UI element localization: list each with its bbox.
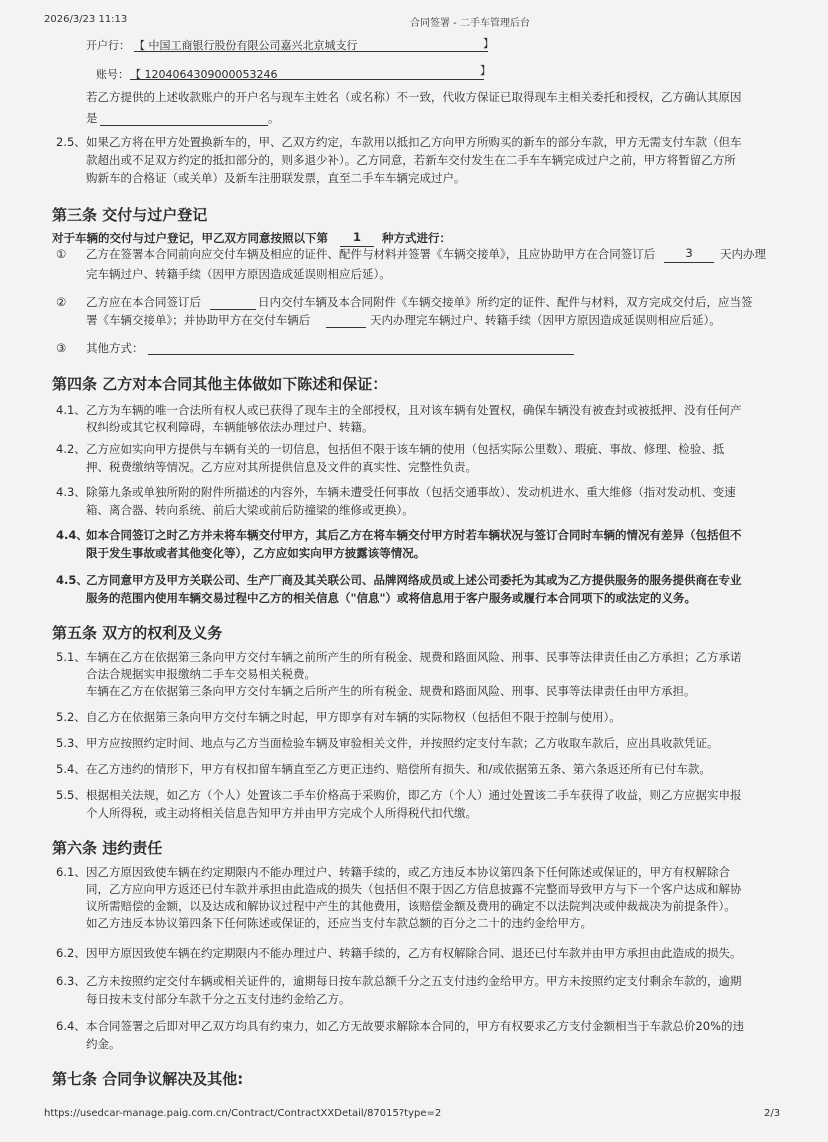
option-2-days-underline (210, 309, 256, 310)
account-number-close-bracket: 】 (480, 64, 491, 77)
print-datetime: 2026/3/23 11:13 (44, 14, 128, 25)
clause-line: 权纠纷或其它权利障碍，车辆能够依法办理过户、转籍。 (86, 420, 374, 434)
clause-line: 服务的范围内使用车辆交易过程中乙方的相关信息（"信息"）或将信息用于客户服务或履行本合同项下的或法定的义务。 (86, 591, 696, 605)
article-6-heading: 第六条 违约责任 (52, 839, 163, 857)
clause-number: 6.1、 (56, 865, 86, 879)
clause-line: 个人所得税，或主动将相关信息告知甲方并由甲方完成个人所得税代扣代缴。 (86, 806, 477, 820)
clause-number: 6.2、 (56, 946, 86, 960)
account-number-underline (130, 79, 484, 80)
clause-line: 乙方同意甲方及甲方关联公司、生产厂商及其关联公司、品牌网络成员或上述公司委托为其或为乙方提供服务的服务提供商在专业 (86, 573, 742, 587)
article-4-heading: 第四条 乙方对本合同其他主体做如下陈述和保证： (52, 375, 388, 393)
clause-line: 每日按未支付部分车款千分之五支付违约金给乙方。 (86, 992, 351, 1006)
article-7-heading: 第七条 合同争议解决及其他: (52, 1070, 244, 1088)
article-3-heading: 第三条 交付与过户登记 (52, 206, 208, 224)
mismatch-note-suffix: 。 (268, 111, 280, 125)
option-1-days: 3 (685, 246, 693, 260)
clause-line: 乙方应如实向甲方提供与车辆有关的一切信息，包括但不限于该车辆的使用（包括实际公里数）、瑕疵、事故、修理、检验、抵 (86, 442, 725, 456)
clause-number: 5.5、 (56, 788, 86, 802)
clause-2-5-line: 款超出或不足双方约定的抵扣部分的，则多退少补）。乙方同意，若新车交付发生在二手车车辆完成过户之前，甲方将暂留乙方所 (86, 153, 736, 167)
clause-line: 在乙方违约的情形下，甲方有权扣留车辆直至乙方更正违约、赔偿所有损失、和/或依据第五条、第六条返还所有已付车款。 (86, 762, 711, 776)
clause-line: 车辆在乙方在依据第三条向甲方交付车辆之前所产生的所有税金、规费和路面风险、刑事、民事等法律责任由乙方承担；乙方承诺 (86, 650, 742, 664)
option-2-line2-prefix: 署《车辆交接单》；并协助甲方在交付车辆后 (86, 313, 311, 327)
bank-underline (134, 51, 488, 52)
clause-line: 因甲方原因致使车辆在约定期限内不能办理过户、转籍手续的，乙方有权解除合同、退还已付车款并由甲方承担由此造成的损失。 (86, 946, 742, 960)
option-1-number: ① (56, 247, 67, 261)
option-3-underline (148, 354, 574, 355)
clause-number: 6.4、 (56, 1019, 86, 1033)
clause-line: 自乙方在依据第三条向甲方交付车辆之时起，甲方即享有对车辆的实际物权（包括但不限于控制与使用）。 (86, 710, 621, 724)
clause-line: 议所需赔偿的金额，以及达成和解协议过程中产生的其他费用，该赔偿金额及费用的确定不以法院判决或仲裁裁决为前提条件）。 (86, 899, 736, 913)
option-1-line1-prefix: 乙方在签署本合同前向应交付车辆及相应的证件、配件与材料并签署《车辆交接单》，且应协助甲方在合同签订后 (86, 247, 656, 261)
mismatch-reason-underline (100, 125, 268, 126)
print-url: https://usedcar-manage.paig.com.cn/Contract/ContractXXDetail/87015?type=2 (44, 1108, 442, 1119)
clause-line: 如乙方违反本协议第四条下任何陈述或保证的，还应当支付车款总额的百分之二十的违约金给甲方。 (86, 916, 592, 930)
clause-number: 5.2、 (56, 710, 86, 724)
clause-line: 车辆在乙方在依据第三条向甲方交付车辆之后所产生的所有税金、规费和路面风险、刑事、民事等法律责任由甲方承担。 (86, 684, 696, 698)
clause-line: 约金。 (86, 1037, 121, 1051)
option-2-transfer-days-underline (326, 327, 366, 328)
clause-number: 4.5、 (56, 573, 88, 587)
clause-line: 如本合同签订之时乙方并未将车辆交付甲方，其后乙方在将车辆交付甲方时若车辆状况与签订合同时车辆的情况有差异（包括但不 (86, 528, 742, 542)
mismatch-note-line1: 若乙方提供的上述收款账户的开户名与现车主姓名（或名称）不一致，代收方保证已取得现车主相关委托和授权，乙方确认其原因 (86, 90, 742, 104)
option-1-line1-suffix: 天内办理 (720, 247, 766, 261)
clause-number: 5.3、 (56, 736, 86, 750)
clause-line: 乙方未按照约定交付车辆或相关证件的，逾期每日按车款总额千分之五支付违约金给甲方。甲方未按照约定支付剩余车款的，逾期 (86, 974, 742, 988)
option-1-line2: 完车辆过户、转籍手续（因甲方原因造成延误则相应后延）。 (86, 267, 391, 281)
clause-line: 本合同签署之后即对甲乙双方均具有约束力，如乙方无故要求解除本合同的，甲方有权要求乙方支付金额相当于车款总价20%的违 (86, 1019, 745, 1033)
article-3-intro-suffix: 种方式进行： (382, 231, 451, 245)
option-1-days-underline (664, 262, 714, 263)
bank-value: 【 中国工商银行股份有限公司嘉兴北京城支行 (134, 39, 358, 52)
clause-number: 5.1、 (56, 650, 86, 664)
mismatch-note-prefix: 是 (86, 111, 98, 125)
clause-2-5-line: 购新车的合格证（或关单）及新车注册联发票，直至二手车车辆完成过户。 (86, 171, 466, 185)
clause-line: 限于发生事故或者其他变化等），乙方应如实向甲方披露该等情况。 (86, 546, 426, 560)
bank-close-bracket: 】 (483, 37, 494, 50)
clause-line: 同，乙方应向甲方返还已付车款并承担由此造成的损失（包括但不限于因乙方信息披露不完整而导致甲方与下一个客户达成和解协 (86, 882, 742, 896)
clause-number: 4.3、 (56, 485, 86, 499)
clause-number: 4.4、 (56, 528, 88, 542)
clause-number: 5.4、 (56, 762, 86, 776)
option-2-line1-suffix: 日内交付车辆及本合同附件《车辆交接单》所约定的证件、配件与材料，双方完成交付后，应当签 (258, 295, 753, 309)
clause-2-5-line: 如果乙方将在甲方处置换新车的，甲、乙双方约定，车款用以抵扣乙方向甲方所购买的新车的部分车款，甲方无需支付车款（但车 (86, 135, 742, 149)
clause-line: 箱、离合器、转向系统、前后大梁或前后防撞梁的维修或更换）。 (86, 503, 414, 517)
clause-line: 乙方为车辆的唯一合法所有权人或已获得了现车主的全部授权，且对该车辆有处置权，确保车辆没有被查封或被抵押、没有任何产 (86, 403, 742, 417)
clause-number: 4.1、 (56, 403, 86, 417)
clause-line: 除第九条或单独所附的附件所描述的内容外，车辆未遭受任何事故（包括交通事故）、发动机进水、重大维修（指对发动机、变速 (86, 485, 736, 499)
print-title: 合同签署 - 二手车管理后台 (410, 18, 530, 29)
article-3-intro-prefix: 对于车辆的交付与过户登记，甲乙双方同意按照以下第 (52, 231, 328, 245)
clause-line: 根据相关法规，如乙方（个人）处置该二手车价格高于采购价，即乙方（个人）通过处置该二手车获得了收益，则乙方应据实申报 (86, 788, 742, 802)
account-number-label: 账号： (96, 68, 129, 81)
option-2-number: ② (56, 295, 67, 309)
clause-line: 因乙方原因致使车辆在约定期限内不能办理过户、转籍手续的，或乙方违反本协议第四条下任何陈述或保证的，甲方有权解除合 (86, 865, 730, 879)
account-number-value: 【 1204064309000053246 (130, 68, 278, 81)
clause-line: 合法合规据实申报缴纳二手车交易相关税费。 (86, 667, 316, 681)
option-2-line1-prefix: 乙方应在本合同签订后 (86, 295, 201, 309)
clause-number: 4.2、 (56, 442, 86, 456)
article-3-selected-option: 1 (352, 230, 361, 244)
clause-number: 6.3、 (56, 974, 86, 988)
article-5-heading: 第五条 双方的权利及义务 (52, 624, 223, 642)
clause-line: 押、税费缴纳等情况。乙方应对其所提供信息及文件的真实性、完整性负责。 (86, 460, 477, 474)
option-2-line2-suffix: 天内办理完车辆过户、转籍手续（因甲方原因造成延误则相应后延）。 (370, 313, 721, 327)
option-3-number: ③ (56, 341, 67, 355)
bank-label: 开户行： (86, 39, 130, 52)
print-page-number: 2/3 (764, 1108, 781, 1119)
clause-line: 甲方应按照约定时间、地点与乙方当面检验车辆及审验相关文件，并按照约定支付车款；乙方收取车款后，应出具收款凭证。 (86, 736, 719, 750)
clause-2-5-number: 2.5、 (56, 135, 86, 149)
option-3-label: 其他方式： (86, 341, 144, 355)
